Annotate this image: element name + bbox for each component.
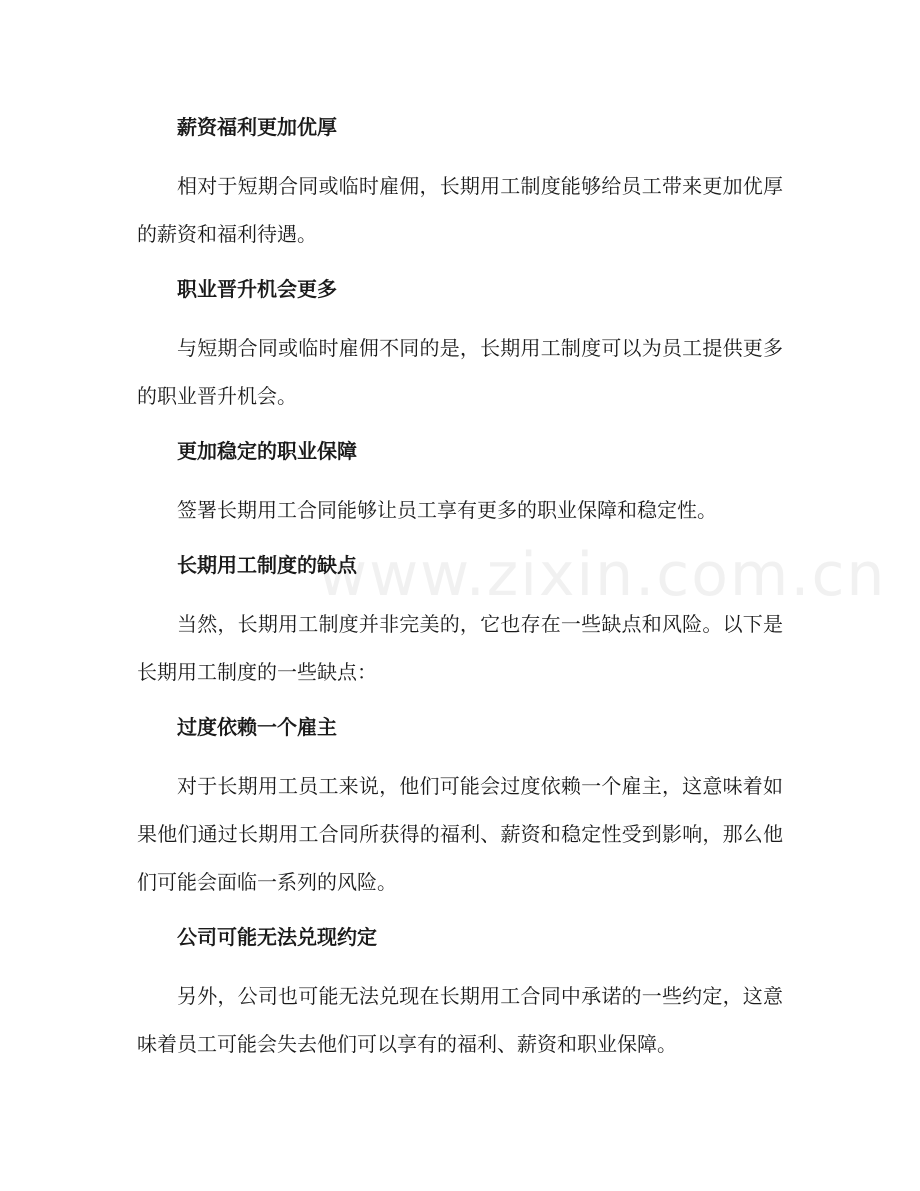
watermark: www.zixin.com.cn: [318, 540, 887, 610]
section-heading: 公司可能无法兑现约定: [177, 925, 377, 949]
section-paragraph: 当然，长期用工制度并非完美的，它也存在一些缺点和风险。以下是长期用工制度的一些缺点：: [137, 612, 783, 684]
section-paragraph: 另外，公司也可能无法兑现在长期用工合同中承诺的一些约定，这意味着员工可能会失去他们可以享有的福利、薪资和职业保障。: [137, 984, 783, 1056]
section-paragraph: 对于长期用工员工来说，他们可能会过度依赖一个雇主，这意味着如果他们通过长期用工合同所获得的福利、薪资和稳定性受到影响，那么他们可能会面临一系列的风险。: [137, 774, 783, 894]
section-paragraph: 签署长期用工合同能够让员工享有更多的职业保障和稳定性。: [177, 498, 717, 522]
section-heading: 长期用工制度的缺点: [177, 553, 357, 577]
document-body: [137, 110, 783, 1068]
section-heading: 薪资福利更加优厚: [177, 115, 337, 139]
section-heading: 更加稳定的职业保障: [177, 439, 357, 463]
section-heading: 职业晋升机会更多: [177, 277, 337, 301]
section-paragraph: 与短期合同或临时雇佣不同的是，长期用工制度可以为员工提供更多的职业晋升机会。: [137, 336, 783, 408]
section-heading: 过度依赖一个雇主: [177, 715, 337, 739]
section-paragraph: 相对于短期合同或临时雇佣，长期用工制度能够给员工带来更加优厚的薪资和福利待遇。: [137, 174, 783, 246]
